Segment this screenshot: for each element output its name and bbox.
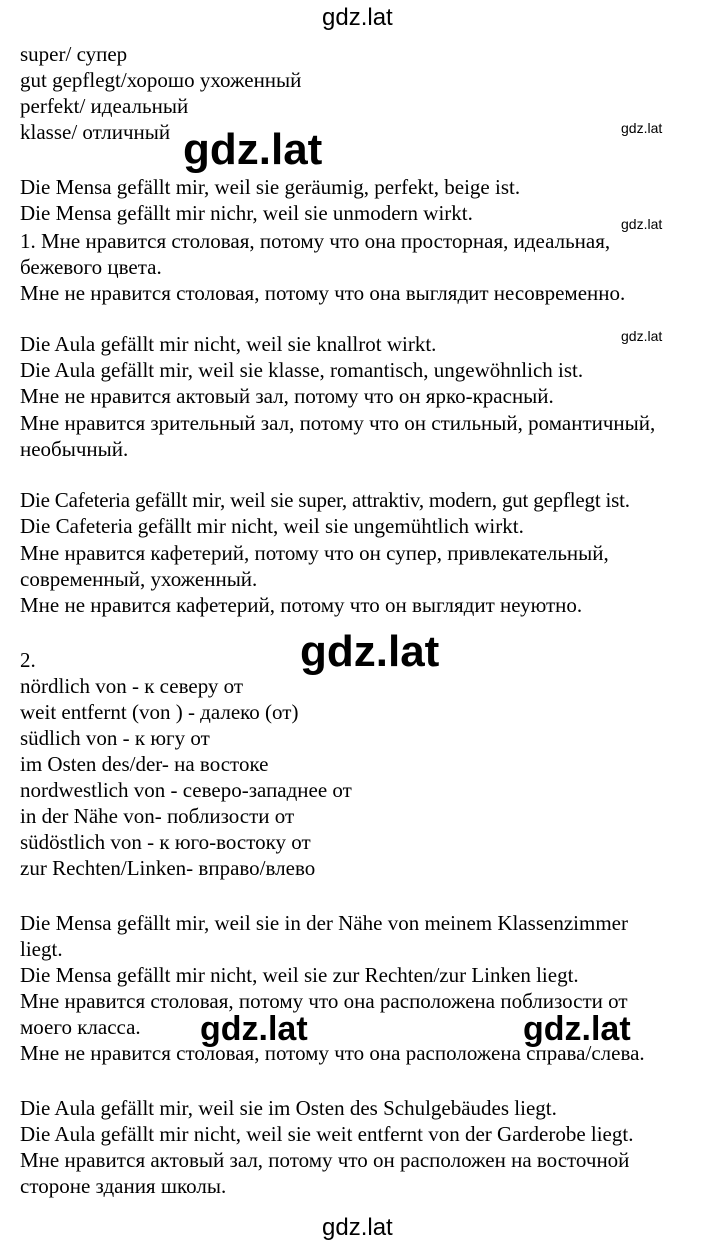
text-line: im Osten des/der- на востоке: [20, 752, 269, 776]
text-line: südlich von - к югу от: [20, 726, 210, 750]
text-line: Die Aula gefällt mir, weil sie klasse, romantisch, ungewöhnlich ist.: [20, 358, 584, 382]
watermark-large: gdz.lat: [523, 1010, 631, 1048]
text-line: необычный.: [20, 437, 129, 461]
text-line: Die Mensa gefällt mir nichr, weil sie unmodern wirkt.: [20, 201, 473, 225]
text-line: Мне нравится актовый зал, потому что он расположен на восточной: [20, 1148, 630, 1172]
text-line: Die Mensa gefällt mir, weil sie in der Nähe von meinem Klassenzimmer: [20, 911, 628, 935]
text-line: Мне нравится столовая, потому что она расположена поблизости от: [20, 989, 628, 1013]
text-line: стороне здания школы.: [20, 1174, 227, 1198]
text-line: in der Nähe von- поблизости от: [20, 804, 295, 828]
text-line: Die Mensa gefällt mir, weil sie geräumig, perfekt, beige ist.: [20, 175, 521, 199]
text-line: Мне не нравится столовая, потому что она расположена справа/слева.: [20, 1041, 645, 1065]
text-line: super/ супер: [20, 42, 128, 66]
watermark-side: gdz.lat: [621, 328, 663, 344]
text-line: моего класса.: [20, 1015, 141, 1039]
text-line: nordwestlich von - северо-западнее от: [20, 778, 352, 802]
text-line: 1. Мне нравится столовая, потому что она просторная, идеальная,: [20, 229, 611, 253]
text-line: klasse/ отличный: [20, 120, 171, 144]
text-line: südöstlich von - к юго-востоку от: [20, 830, 311, 854]
text-line: бежевого цвета.: [20, 255, 162, 279]
text-line: Мне не нравится кафетерий, потому что он выглядит неуютно.: [20, 593, 583, 617]
text-line: Die Mensa gefällt mir nicht, weil sie zur Rechten/zur Linken liegt.: [20, 963, 579, 987]
text-line: zur Rechten/Linken- вправо/влево: [20, 856, 316, 880]
watermark-bottom: gdz.lat: [322, 1214, 393, 1241]
text-line: современный, ухоженный.: [20, 567, 258, 591]
text-line: Мне нравится кафетерий, потому что он супер, привлекательный,: [20, 541, 609, 565]
text-line: Die Aula gefällt mir nicht, weil sie weit entfernt von der Garderobe liegt.: [20, 1122, 634, 1146]
text-line: liegt.: [20, 937, 63, 961]
text-line: nördlich von - к северу от: [20, 674, 244, 698]
text-line: weit entfernt (von ) - далеко (от): [20, 700, 299, 724]
watermark-large: gdz.lat: [183, 125, 323, 174]
text-line: Die Aula gefällt mir nicht, weil sie knallrot wirkt.: [20, 332, 437, 356]
text-line: perfekt/ идеальный: [20, 94, 189, 118]
text-line: Мне не нравится столовая, потому что она выглядит несовременно.: [20, 281, 626, 305]
text-line: Мне не нравится актовый зал, потому что он ярко-красный.: [20, 384, 554, 408]
text-line: Die Aula gefällt mir, weil sie im Osten des Schulgebäudes liegt.: [20, 1096, 557, 1120]
watermark-side: gdz.lat: [621, 120, 663, 136]
watermark-top: gdz.lat: [322, 4, 393, 31]
watermark-side: gdz.lat: [621, 216, 663, 232]
text-line: 2.: [20, 648, 36, 672]
text-line: Die Cafeteria gefällt mir nicht, weil sie ungemühtlich wirkt.: [20, 514, 524, 538]
watermark-large: gdz.lat: [300, 627, 440, 676]
text-line: Die Cafeteria gefällt mir, weil sie super, attraktiv, modern, gut gepflegt ist.: [20, 488, 630, 512]
text-line: gut gepflegt/хорошо ухоженный: [20, 68, 302, 92]
watermark-large: gdz.lat: [200, 1010, 308, 1048]
text-line: Мне нравится зрительный зал, потому что он стильный, романтичный,: [20, 411, 656, 435]
